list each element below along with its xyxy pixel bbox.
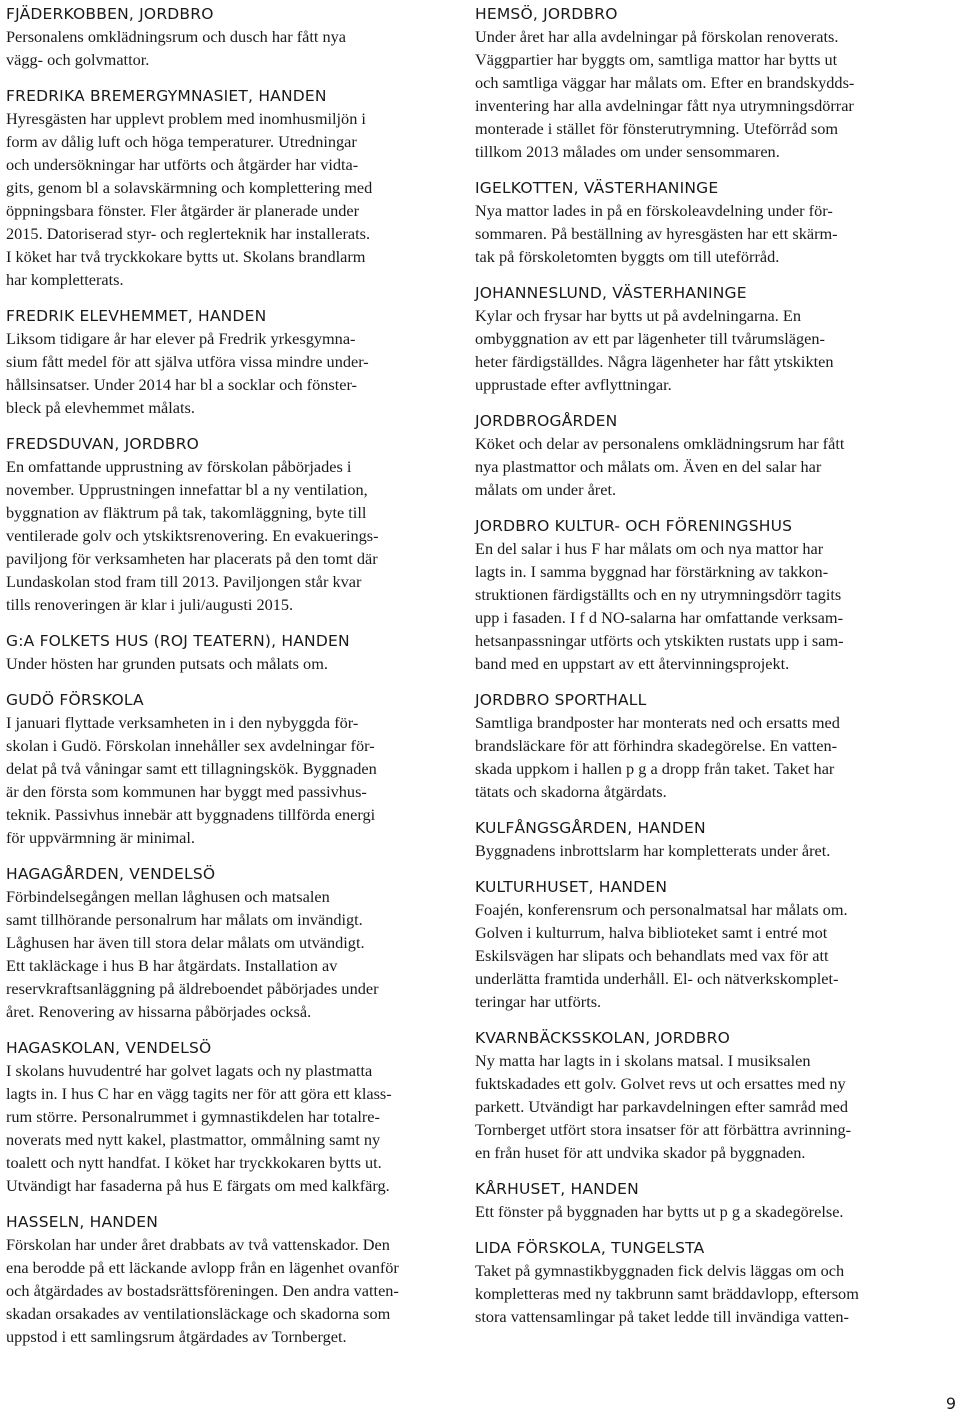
body-line: nya plastmattor och målats om. Även en del salar har xyxy=(475,457,822,476)
entry-heading: JORDBRO KULTUR- OCH FÖRENINGSHUS xyxy=(475,517,793,535)
body-line: Taket på gymnastikbyggnaden fick delvis läggas om och xyxy=(475,1261,845,1280)
body-line: vägg- och golvmattor. xyxy=(6,50,150,69)
entry-body xyxy=(475,898,915,1013)
entry-jordbro-kultur-och-foreningshus xyxy=(475,515,915,675)
body-line: I skolans huvudentré har golvet lagats och ny plastmatta xyxy=(6,1061,373,1080)
entry-hagagarden-vendelso xyxy=(6,863,442,1023)
body-line: för uppvärmning är minimal. xyxy=(6,828,195,847)
entry-hasseln-handen xyxy=(6,1211,442,1348)
entry-heading: HAGASKOLAN, VENDELSÖ xyxy=(6,1039,212,1057)
body-line: ventilerade golv och ytskiktsrenovering. En evakuerings- xyxy=(6,526,379,545)
body-line: I köket har två tryckkokare bytts ut. Skolans brandlarm xyxy=(6,247,366,266)
body-line: hållsinsatser. Under 2014 har bl a socklar och fönster- xyxy=(6,375,357,394)
entry-heading: FJÄDERKOBBEN, JORDBRO xyxy=(6,5,214,23)
body-line: Liksom tidigare år har elever på Fredrik yrkesgymna- xyxy=(6,329,356,348)
entry-heading: FREDRIKA BREMERGYMNASIET, HANDEN xyxy=(6,87,327,105)
entry-body xyxy=(6,711,442,849)
body-line: Lundaskolan stod fram till 2013. Paviljongen står kvar xyxy=(6,572,362,591)
body-line: uppstod i ett samlingsrum åtgärdades av Tornberget. xyxy=(6,1327,347,1346)
body-line: struktionen färdigställts och en ny utrymningsdörr tagits xyxy=(475,585,842,604)
entry-heading: JORDBRO SPORTHALL xyxy=(475,691,647,709)
entry-heading: HEMSÖ, JORDBRO xyxy=(475,5,618,23)
body-line: Utvändigt har fasaderna på hus E färgats om med kalkfärg. xyxy=(6,1176,390,1195)
body-line: monterade i stället för fönsterutrymning. Uteförråd som xyxy=(475,119,839,138)
entry-body xyxy=(6,327,442,419)
body-line: band med en uppstart av ett återvinningsprojekt. xyxy=(475,654,790,673)
body-line: Låghusen har även till stora delar målats om utvändigt. xyxy=(6,933,365,952)
entry-jordbro-sporthall xyxy=(475,689,915,803)
body-line: Samtliga brandposter har monterats ned och ersatts med xyxy=(475,713,840,732)
body-line: Ett takläckage i hus B har åtgärdats. Installation av xyxy=(6,956,338,975)
entry-heading: FREDRIK ELEVHEMMET, HANDEN xyxy=(6,307,267,325)
entry-fredsduvan-jordbro xyxy=(6,433,442,616)
body-line: Byggnadens inbrottslarm har kompletterats under året. xyxy=(475,841,831,860)
entry-fredrik-elevhemmet-handen xyxy=(6,305,442,419)
entry-body xyxy=(6,652,442,675)
body-line: ombyggnation av ett par lägenheter till tvårumslägen- xyxy=(475,329,825,348)
body-line: tak på förskoletomten byggts om till uteförråd. xyxy=(475,247,780,266)
entry-body xyxy=(6,885,442,1023)
body-line: heter färdigställdes. Några lägenheter har fått ytskikten xyxy=(475,352,834,371)
entry-body xyxy=(475,711,915,803)
entry-jordbrogarden xyxy=(475,410,915,501)
entry-heading: JORDBROGÅRDEN xyxy=(475,412,618,430)
body-line: samt tillhörande personalrum har målats om invändigt. xyxy=(6,910,363,929)
body-line: Under året har alla avdelningar på förskolan renoverats. xyxy=(475,27,839,46)
body-line: toalett och nytt handfat. I köket har tryckkokaren bytts ut. xyxy=(6,1153,382,1172)
body-line: ena berodde på ett läckande avlopp från en lägenhet ovanför xyxy=(6,1258,399,1277)
body-line: lagts in. I hus C har en vägg tagits ner för att göra ett klass- xyxy=(6,1084,392,1103)
entry-g-a-folkets-hus-roj-teatern-handen xyxy=(6,630,442,675)
page-number: 9 xyxy=(945,1394,956,1413)
body-line: Förbindelsegången mellan låghusen och matsalen xyxy=(6,887,330,906)
body-line: I januari flyttade verksamheten in i den nybyggda för- xyxy=(6,713,359,732)
body-line: hetsanpassningar utförts och ytskikten rustats upp i sam- xyxy=(475,631,844,650)
entry-body xyxy=(475,537,915,675)
entry-body xyxy=(475,432,915,501)
entry-hagaskolan-vendelso xyxy=(6,1037,442,1197)
body-line: är den första som kommunen har byggt med passivhus- xyxy=(6,782,367,801)
body-line: inventering har alla avdelningar fått nya utrymningsdörrar xyxy=(475,96,854,115)
entry-body xyxy=(475,1200,915,1223)
body-line: form av dålig luft och höga temperaturer. Utredningar xyxy=(6,132,357,151)
body-line: teknik. Passivhus innebär att byggnadens tillförda energi xyxy=(6,805,376,824)
body-line: Förskolan har under året drabbats av två vattenskador. Den xyxy=(6,1235,390,1254)
entry-kulturhuset-handen xyxy=(475,876,915,1013)
body-line: teringar har utförts. xyxy=(475,992,602,1011)
body-line: Eskilsvägen har slipats och behandlats med vax för att xyxy=(475,946,829,965)
body-line: öppningsbara fönster. Fler åtgärder är planerade under xyxy=(6,201,360,220)
entry-body xyxy=(475,304,915,396)
body-line: paviljong för verksamheten har placerats på den tomt där xyxy=(6,549,378,568)
left-column xyxy=(6,3,442,1362)
body-line: rum större. Personalrummet i gymnastikdelen har totalre- xyxy=(6,1107,380,1126)
body-line: och samtliga väggar har målats om. Efter en brandskydds- xyxy=(475,73,855,92)
entry-kulfangsgarden-handen xyxy=(475,817,915,862)
body-line: november. Upprustningen innefattar bl a ny ventilation, xyxy=(6,480,368,499)
body-line: en från huset för att undvika skador på byggnaden. xyxy=(475,1143,806,1162)
entry-body xyxy=(6,1059,442,1197)
entry-heading: HAGAGÅRDEN, VENDELSÖ xyxy=(6,865,216,883)
body-line: tillkom 2013 målades om under sensommaren. xyxy=(475,142,780,161)
body-line: året. Renovering av hissarna påbörjades också. xyxy=(6,1002,312,1021)
body-line: skada uppkom i hallen p g a dropp från taket. Taket har xyxy=(475,759,835,778)
entry-body xyxy=(6,455,442,616)
body-line: En omfattande upprustning av förskolan påbörjades i xyxy=(6,457,352,476)
body-line: Kylar och frysar har bytts ut på avdelningarna. En xyxy=(475,306,801,325)
body-line: sommaren. På beställning av hyresgästen har ett skärm- xyxy=(475,224,838,243)
entry-heading: FREDSDUVAN, JORDBRO xyxy=(6,435,200,453)
entry-igelkotten-vasterhaninge xyxy=(475,177,915,268)
entry-karhuset-handen xyxy=(475,1178,915,1223)
entry-hemso-jordbro xyxy=(475,3,915,163)
body-line: underlätta framtida underhåll. El- och nätverkskomplet- xyxy=(475,969,839,988)
body-line: stora vattensamlingar på taket ledde till invändiga vatten- xyxy=(475,1307,849,1326)
body-line: skolan i Gudö. Förskolan innehåller sex avdelningar för- xyxy=(6,736,375,755)
entry-heading: G:A FOLKETS HUS (ROJ TEATERN), HANDEN xyxy=(6,632,350,650)
entry-heading: KÅRHUSET, HANDEN xyxy=(475,1180,639,1198)
body-line: Nya mattor lades in på en förskoleavdelning under för- xyxy=(475,201,833,220)
entry-body xyxy=(6,1233,442,1348)
entry-body xyxy=(475,25,915,163)
body-line: gits, genom bl a solavskärmning och komplettering med xyxy=(6,178,373,197)
body-line: Ett fönster på byggnaden har bytts ut p g a skadegörelse. xyxy=(475,1202,844,1221)
entry-heading: KULTURHUSET, HANDEN xyxy=(475,878,668,896)
body-line: upprustade efter avflyttningar. xyxy=(475,375,672,394)
entry-lida-forskola-tungelsta xyxy=(475,1237,915,1328)
body-line: En del salar i hus F har målats om och nya mattor har xyxy=(475,539,824,558)
entry-fjaderkobben-jordbro xyxy=(6,3,442,71)
entry-heading: KULFÅNGSGÅRDEN, HANDEN xyxy=(475,819,706,837)
body-line: tills renoveringen är klar i juli/augusti 2015. xyxy=(6,595,294,614)
entry-gudo-forskola xyxy=(6,689,442,849)
body-line: sium fått medel för att själva utföra vissa mindre under- xyxy=(6,352,369,371)
body-line: och undersökningar har utförts och åtgärder har vidta- xyxy=(6,155,359,174)
body-line: och åtgärdades av bostadsrättsföreningen. Den andra vatten- xyxy=(6,1281,399,1300)
body-line: målats om under året. xyxy=(475,480,617,499)
body-line: Personalens omklädningsrum och dusch har fått nya xyxy=(6,27,347,46)
body-line: Under hösten har grunden putsats och målats om. xyxy=(6,654,328,673)
body-line: skadan orsakades av ventilationsläckage och skadorna som xyxy=(6,1304,391,1323)
body-line: bleck på elevhemmet målats. xyxy=(6,398,195,417)
entry-body xyxy=(6,107,442,291)
body-line: Köket och delar av personalens omklädningsrum har fått xyxy=(475,434,845,453)
entry-heading: GUDÖ FÖRSKOLA xyxy=(6,691,144,709)
entry-body xyxy=(475,199,915,268)
entry-heading: LIDA FÖRSKOLA, TUNGELSTA xyxy=(475,1239,705,1257)
body-line: 2015. Datoriserad styr- och reglerteknik har installerats. xyxy=(6,224,371,243)
right-column xyxy=(475,3,915,1342)
entry-body xyxy=(475,1259,915,1328)
body-line: Ny matta har lagts in i skolans matsal. I musiksalen xyxy=(475,1051,811,1070)
entry-heading: JOHANNESLUND, VÄSTERHANINGE xyxy=(475,284,747,302)
entry-kvarnbacksskolan-jordbro xyxy=(475,1027,915,1164)
entry-body xyxy=(475,1049,915,1164)
entry-fredrika-bremergymnasiet-handen xyxy=(6,85,442,291)
body-line: kompletteras med ny takbrunn samt bräddavlopp, eftersom xyxy=(475,1284,859,1303)
body-line: byggnation av fläktrum på tak, takomläggning, byte till xyxy=(6,503,367,522)
entry-heading: IGELKOTTEN, VÄSTERHANINGE xyxy=(475,179,719,197)
body-line: Väggpartier har byggts om, samtliga mattor har bytts ut xyxy=(475,50,838,69)
body-line: brandsläckare för att förhindra skadegörelse. En vatten- xyxy=(475,736,838,755)
body-line: fuktskadades ett golv. Golvet revs ut och ersattes med ny xyxy=(475,1074,846,1093)
entry-heading: HASSELN, HANDEN xyxy=(6,1213,158,1231)
body-line: parkett. Utvändigt har parkavdelningen efter samråd med xyxy=(475,1097,848,1116)
body-line: upp i fasaden. I f d NO-salarna har omfattande verksam- xyxy=(475,608,843,627)
entry-johanneslund-vasterhaninge xyxy=(475,282,915,396)
body-line: delat på två våningar samt ett tillagningskök. Byggnaden xyxy=(6,759,377,778)
body-line: Foajén, konferensrum och personalmatsal har målats om. xyxy=(475,900,848,919)
body-line: tätats och skadorna åtgärdats. xyxy=(475,782,667,801)
body-line: Hyresgästen har upplevt problem med inomhusmiljön i xyxy=(6,109,366,128)
entry-body xyxy=(475,839,915,862)
body-line: reservkraftsanläggning på äldreboendet påbörjades under xyxy=(6,979,379,998)
body-line: Golven i kulturrum, halva biblioteket samt i entré mot xyxy=(475,923,828,942)
entry-heading: KVARNBÄCKSSKOLAN, JORDBRO xyxy=(475,1029,731,1047)
body-line: Tornberget utfört stora insatser för att förbättra avrinning- xyxy=(475,1120,852,1139)
body-line: har kompletterats. xyxy=(6,270,124,289)
entry-body xyxy=(6,25,442,71)
body-line: noverats med nytt kakel, plastmattor, ommålning samt ny xyxy=(6,1130,381,1149)
body-line: lagts in. I samma byggnad har förstärkning av takkon- xyxy=(475,562,829,581)
